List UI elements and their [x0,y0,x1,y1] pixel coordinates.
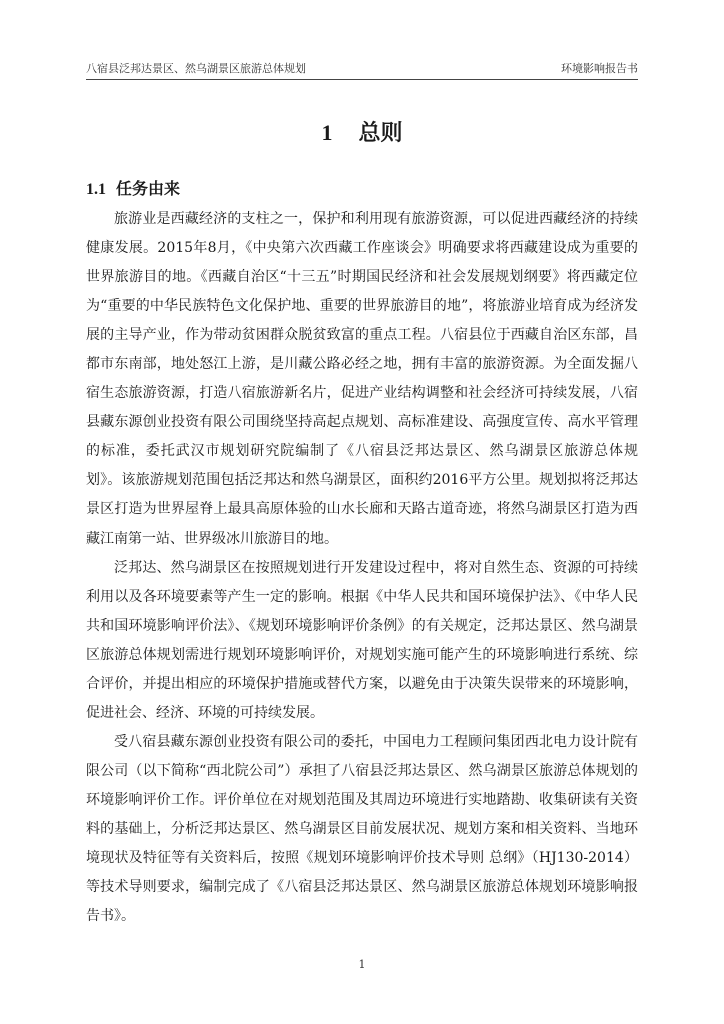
section-title-text: 任务由来 [116,179,181,198]
header-document-title: 八宿县泛邦达景区、然乌湖景区旅游总体规划 [86,62,306,75]
paragraph: 旅游业是西藏经济的支柱之一，保护和利用现有旅游资源，可以促进西藏经济的持续健康发展。2015年8月，《中央第六次西藏工作座谈会》明确要求将西藏建设成为重要的世界旅游目的地。《西藏自治区“十三五”时期国民经济和社会发展规划纲要》将西藏定位为“重要的中华民族特色文化保护地、重要的世界旅游目的地”，将旅游业培育成为经济发展的主导产业，作为带动贫困群众脱贫致富的重点工程。八宿县位于西藏自治区东部，昌都市东南部，地处怒江上游，是川藏公路必经之地，拥有丰富的旅游资源。为全面发掘八宿生态旅游资源，打造八宿旅游新名片，促进产业结构调整和社会经济可持续发展，八宿县藏东源创业投资有限公司围绕坚持高起点规划、高标准建设、高强度宣传、高水平管理的标准，委托武汉市规划研究院编制了《八宿县泛邦达景区、然乌湖景区旅游总体规划》。该旅游规划范围包括泛邦达和然乌湖景区，面积约2016平方公里。规划拟将泛邦达景区打造为世界屋脊上最具高原体验的山水长廊和天路古道奇迹，将然乌湖景区打造为西藏江南第一站、世界级冰川旅游目的地。 [86,211,638,547]
section-number: 1.1 [86,181,106,198]
paragraph: 受八宿县藏东源创业投资有限公司的委托，中国电力工程顾问集团西北电力设计院有限公司（以下简称“西北院公司”）承担了八宿县泛邦达景区、然乌湖景区旅游总体规划的环境影响评价工作。评价单位在对规划范围及其周边环境进行实地踏勘、收集研读有关资料的基础上，分析泛邦达景区、然乌湖景区目前发展状况、规划方案和相关资料、当地环境现状及特征等有关资料后，按照《规划环境影响评价技术导则 总纲》（HJ130-2014）等技术导则要求，编制完成了《八宿县泛邦达景区、然乌湖景区旅游总体规划环境影响报告书》。 [86,733,638,925]
header-divider [86,79,638,80]
chapter-title [0,116,724,147]
chapter-title-text: 总则 [358,121,403,146]
running-header [86,60,638,76]
section-heading [86,176,180,199]
page-number: 1 [358,958,366,971]
body-text [86,205,638,931]
chapter-number: 1 [321,120,333,145]
header-report-type: 环境影响报告书 [561,62,638,75]
paragraph: 泛邦达、然乌湖景区在按照规划进行开发建设过程中，将对自然生态、资源的可持续利用以及各环境要素等产生一定的影响。根据《中华人民共和国环境保护法》、《中华人民共和国环境影响评价法》、《规划环境影响评价条例》的有关规定，泛邦达景区、然乌湖景区旅游总体规划需进行规划环境影响评价，对规划实施可能产生的环境影响进行系统、综合评价，并提出相应的环境保护措施或替代方案，以避免由于决策失误带来的环境影响，促进社会、经济、环境的可持续发展。 [86,559,638,721]
